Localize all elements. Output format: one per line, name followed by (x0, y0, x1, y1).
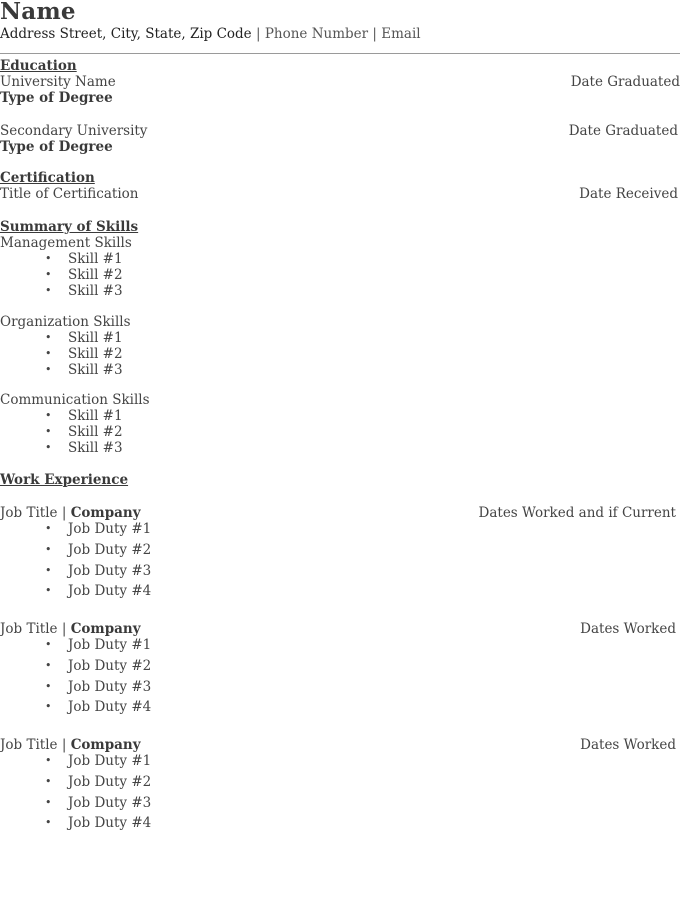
skills-heading: Summary of Skills (0, 219, 139, 235)
phone-text: Phone Number (264, 26, 369, 42)
list-item (0, 658, 680, 674)
certification-heading: Certification (0, 170, 95, 186)
job-duty: Job Duty #4 (68, 583, 152, 599)
skill-item: Skill #1 (68, 251, 123, 267)
job-separator: | (61, 621, 67, 637)
contact-separator: | (372, 26, 377, 42)
job-duty: Job Duty #4 (68, 699, 152, 715)
bullet-icon: • (45, 441, 52, 454)
contact-separator: | (255, 26, 261, 42)
education-entry (0, 123, 680, 139)
job-header (0, 505, 680, 521)
job-header (0, 621, 680, 637)
job-heading (0, 505, 141, 521)
address-text: Address Street, City, State, Zip Code (0, 26, 252, 42)
bullet-icon: • (45, 425, 52, 438)
company-name: Company (70, 737, 141, 753)
skill-item: Skill #3 (68, 362, 123, 378)
job-duty: Job Duty #2 (68, 774, 152, 790)
degree-row (0, 90, 680, 106)
education-heading: Education (0, 58, 77, 74)
job-duty: Job Duty #3 (68, 563, 152, 579)
graduation-date: Date Graduated (570, 74, 680, 90)
list-item (0, 267, 680, 283)
list-item (0, 679, 680, 695)
school-name: Secondary University (0, 123, 148, 139)
company-name: Company (70, 505, 141, 521)
list-item (0, 251, 680, 267)
skill-group-title: Communication Skills (0, 392, 150, 408)
list-item (0, 542, 680, 558)
job-heading (0, 737, 141, 753)
job-title: Job Title (0, 505, 58, 521)
certification-entry (0, 186, 680, 202)
list-item (0, 795, 680, 811)
degree-type: Type of Degree (0, 90, 113, 106)
bullet-icon: • (45, 659, 52, 672)
job-header (0, 737, 680, 753)
bullet-icon: • (45, 564, 52, 577)
certification-date: Date Received (579, 186, 678, 202)
degree-type: Type of Degree (0, 139, 113, 155)
education-entry (0, 74, 680, 90)
job-dates: Dates Worked (580, 737, 676, 753)
work-heading: Work Experience (0, 472, 129, 488)
email-text: Email (381, 26, 421, 42)
list-item (0, 637, 680, 653)
skill-item: Skill #1 (68, 330, 123, 346)
list-item (0, 563, 680, 579)
bullet-icon: • (45, 680, 52, 693)
skill-group-title: Organization Skills (0, 314, 131, 330)
job-separator: | (61, 737, 67, 753)
degree-row (0, 139, 680, 155)
bullet-icon: • (45, 252, 52, 265)
job-title: Job Title (0, 621, 58, 637)
bullet-icon: • (45, 347, 52, 360)
list-item (0, 753, 680, 769)
skill-item: Skill #3 (68, 283, 123, 299)
graduation-date: Date Graduated (568, 123, 678, 139)
skill-item: Skill #1 (68, 408, 123, 424)
skills-heading-row (0, 219, 680, 235)
job-title: Job Title (0, 737, 58, 753)
skill-item: Skill #2 (68, 424, 123, 440)
bullet-icon: • (45, 363, 52, 376)
bullet-icon: • (45, 775, 52, 788)
job-duty: Job Duty #4 (68, 815, 152, 831)
bullet-icon: • (45, 284, 52, 297)
bullet-icon: • (45, 522, 52, 535)
bullet-icon: • (45, 700, 52, 713)
job-duty: Job Duty #1 (68, 521, 152, 537)
list-item (0, 699, 680, 715)
bullet-icon: • (45, 816, 52, 829)
job-dates: Dates Worked and if Current (478, 505, 676, 521)
skill-group-title-row (0, 314, 680, 330)
header-divider (0, 53, 680, 54)
job-duty: Job Duty #3 (68, 795, 152, 811)
job-duty: Job Duty #2 (68, 542, 152, 558)
bullet-icon: • (45, 268, 52, 281)
work-heading-row (0, 472, 680, 488)
skill-item: Skill #2 (68, 267, 123, 283)
list-item (0, 583, 680, 599)
bullet-icon: • (45, 331, 52, 344)
job-dates: Dates Worked (580, 621, 676, 637)
list-item (0, 362, 680, 378)
job-duty: Job Duty #3 (68, 679, 152, 695)
education-heading-row (0, 58, 680, 74)
bullet-icon: • (45, 543, 52, 556)
school-name: University Name (0, 74, 116, 90)
bullet-icon: • (45, 754, 52, 767)
list-item (0, 424, 680, 440)
skill-group-title-row (0, 392, 680, 408)
skill-item: Skill #2 (68, 346, 123, 362)
job-duty: Job Duty #1 (68, 753, 152, 769)
skill-group-title: Management Skills (0, 235, 132, 251)
skill-item: Skill #3 (68, 440, 123, 456)
certification-heading-row (0, 170, 680, 186)
bullet-icon: • (45, 584, 52, 597)
bullet-icon: • (45, 796, 52, 809)
bullet-icon: • (45, 409, 52, 422)
list-item (0, 774, 680, 790)
job-separator: | (61, 505, 67, 521)
list-item (0, 346, 680, 362)
job-duty: Job Duty #1 (68, 637, 152, 653)
list-item (0, 330, 680, 346)
skill-group-title-row (0, 235, 680, 251)
job-heading (0, 621, 141, 637)
list-item (0, 521, 680, 537)
job-duty: Job Duty #2 (68, 658, 152, 674)
bullet-icon: • (45, 638, 52, 651)
list-item (0, 408, 680, 424)
list-item (0, 283, 680, 299)
list-item (0, 815, 680, 831)
company-name: Company (70, 621, 141, 637)
list-item (0, 440, 680, 456)
certification-title: Title of Certification (0, 186, 139, 202)
resume-name: Name (0, 0, 76, 25)
contact-line (0, 25, 421, 43)
